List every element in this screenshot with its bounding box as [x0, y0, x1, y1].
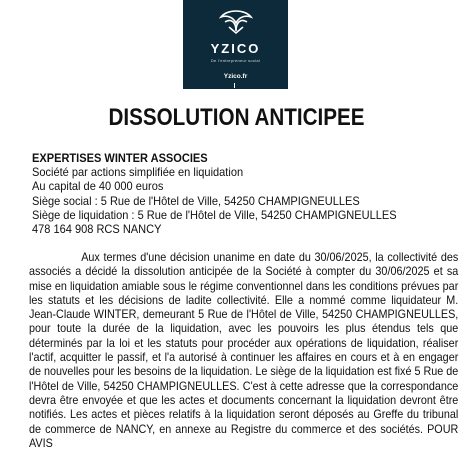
notice-headline: DISSOLUTION ANTICIPEE [108, 104, 365, 131]
logo-wordmark: YZICO [210, 41, 261, 56]
company-rcs-number: 478 164 908 RCS NANCY [32, 222, 162, 237]
notice-body: Aux termes d'une décision unanime en date du 30/06/2025, la collectivité des associés a décidé la dissolution anticipée de la Société à compter du 30/06/2025 et sa mise en liquidation amiable sous le régime conventionnel dans les conditions prévues par les statuts et les décisions de ladite collectivité. Elle a nommé comme liquidateur M. Jean-Claude WINTER, demeurant 5 Rue de l'Hôtel de Ville, 54250 CHAMPIGNEULLES, pour toute la durée de la liquidation, avec les pouvoirs les plus étendus tels que déterminés par la loi et les statuts pour procéder aux opérations de liquidation, réaliser l'actif, acquitter le passif, et l'a autorisé à continuer les affaires en cours et à en engager de nouvelles pour les besoins de la liquidation. Le siège de la liquidation est fixé 5 Rue de l'Hôtel de Ville, 54250 CHAMPIGNEULLES. C'est à cette adresse que la correspondance devra être envoyée et que les actes et documents concernant la liquidation devront être notifiés. Les actes et pièces relatifs à la liquidation seront déposés au Greffe du tribunal de commerce de NANCY, en annexe au Registre du commerce et des sociétés. POUR AVIS [29, 250, 459, 450]
logo-tagline: De l'entrepreneur social [210, 58, 261, 63]
publisher-logo [183, 0, 288, 89]
company-name: EXPERTISES WINTER ASSOCIES [32, 151, 208, 165]
logo-divider [234, 83, 235, 88]
company-legal-form: Société par actions simplifiée en liquidation [32, 165, 244, 180]
abstract-leaf-mark-icon [215, 7, 257, 37]
logo-url: Yzico.fr [223, 73, 248, 80]
company-head-office: Siège social : 5 Rue de l'Hôtel de Ville, 54250 CHAMPIGNEULLES [32, 193, 360, 208]
company-liquidation-office: Siège de liquidation : 5 Rue de l'Hôtel de Ville, 54250 CHAMPIGNEULLES [32, 207, 397, 222]
company-block [32, 151, 452, 236]
company-capital: Au capital de 40 000 euros [32, 179, 164, 194]
